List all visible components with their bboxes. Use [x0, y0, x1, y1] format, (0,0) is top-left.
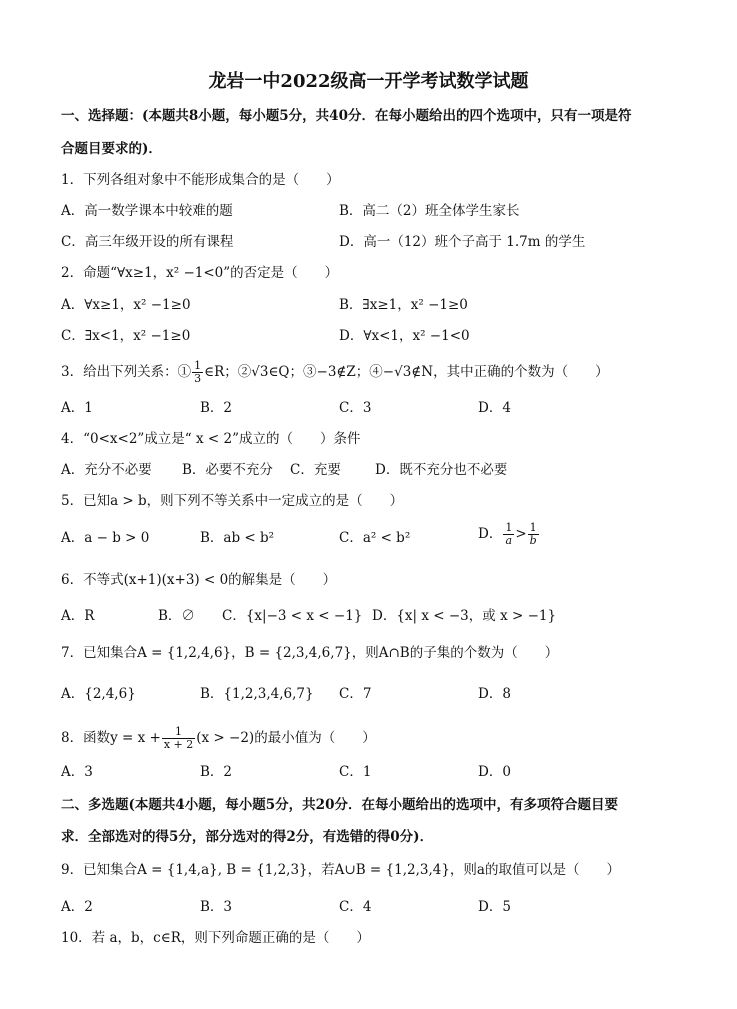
question-9-option-a: A．2	[61, 899, 93, 915]
question-6-option-a: A．R	[61, 608, 95, 624]
question-8-option-c: C．1	[339, 764, 372, 780]
question-1-option-a: A．高一数学课本中较难的题	[61, 203, 233, 219]
question-2-option-d: D．∀x<1，x² −1<0	[339, 328, 470, 344]
question-1-option-c: C．高三年级开设的所有课程	[61, 234, 234, 250]
question-3-fraction	[192, 360, 203, 385]
question-7-option-c: C．7	[339, 686, 372, 702]
question-3-stem-rest: ∈R；②√3∈Q；③−3∉Z；④−√3∉N，其中正确的个数为（ ）	[204, 364, 609, 380]
question-5-option-d-numerator-1: 1	[505, 521, 513, 534]
question-5-option-b: B．ab < b²	[200, 530, 275, 546]
question-2-option-a: A．∀x≥1，x² −1≥0	[61, 297, 191, 313]
question-8-fraction-numerator: 1	[162, 726, 195, 739]
question-5-option-d-prefix: D．	[478, 526, 503, 542]
question-8-fraction	[162, 726, 195, 751]
question-3-option-c: C．3	[339, 400, 372, 416]
question-4-option-d: D．既不充分也不必要	[375, 462, 508, 478]
question-3-stem-prefix: 3．给出下列关系：①	[61, 364, 192, 380]
question-6-option-c: C．{x|−3 < x < −1}	[222, 608, 363, 624]
section1-heading-line2: 合题目要求的)．	[61, 141, 162, 157]
question-5-stem: 5．已知a > b，则下列不等关系中一定成立的是（ ）	[61, 493, 404, 509]
question-8-stem-rest: (x > −2)的最小值为（ ）	[196, 730, 376, 746]
question-8-stem	[61, 726, 376, 751]
question-3-option-b: B．2	[200, 400, 233, 416]
question-7-option-a: A．{2,4,6}	[61, 686, 136, 702]
question-2-option-c: C．∃x<1，x² −1≥0	[61, 328, 191, 344]
question-4-option-b: B．必要不充分	[182, 462, 273, 478]
question-5-option-d-fraction-1	[503, 522, 514, 547]
question-5-option-d-numerator-2: 1	[528, 522, 539, 535]
question-5-option-d	[478, 522, 540, 547]
section1-heading-line1: 一、选择题：(本题共8小题，每小题5分，共40分．在每小题给出的四个选项中，只有一项是符	[61, 108, 632, 124]
question-6-stem: 6．不等式(x+1)(x+3) < 0的解集是（ ）	[61, 572, 337, 588]
question-5-option-d-operator: >	[515, 526, 527, 542]
section2-heading-line2: 求．全部选对的得5分，部分选对的得2分，有选错的得0分)．	[61, 829, 434, 845]
question-9-option-d: D．5	[478, 899, 511, 915]
question-1-stem: 1．下列各组对象中不能形成集合的是（ ）	[61, 172, 340, 188]
question-5-option-a: A．a − b > 0	[61, 530, 150, 546]
question-7-stem: 7．已知集合A = {1,2,4,6}，B = {2,3,4,6,7}，则A∩B的子集的个数为（ ）	[61, 645, 559, 661]
question-8-option-a: A．3	[61, 764, 93, 780]
question-9-stem: 9．已知集合A = {1,4,a}, B = {1,2,3}，若A∪B = {1,2,3,4}，则a的取值可以是（ ）	[61, 862, 620, 878]
question-2-stem: 2．命题“∀x≥1，x² −1<0”的否定是（ ）	[61, 265, 339, 281]
question-3-stem	[61, 360, 609, 385]
section2-heading-line1: 二、多选题(本题共4小题，每小题5分，共20分．在每小题给出的选项中，有多项符合题目要	[61, 797, 618, 813]
question-2-option-b: B．∃x≥1，x² −1≥0	[339, 297, 468, 313]
question-3-fraction-denominator: 3	[194, 372, 202, 385]
question-6-option-b: B．∅	[158, 608, 195, 624]
question-4-option-c: C．充要	[290, 462, 341, 478]
question-9-option-b: B．3	[200, 899, 233, 915]
question-5-option-d-denominator-1: a	[505, 534, 513, 547]
question-5-option-c: C．a² < b²	[339, 530, 411, 546]
question-3-option-d: D．4	[478, 400, 511, 416]
question-7-option-d: D．8	[478, 686, 511, 702]
question-5-option-d-fraction-2	[528, 522, 539, 547]
question-3-option-a: A．1	[61, 400, 93, 416]
question-1-option-d: D．高一（12）班个子高于 1.7m 的学生	[339, 234, 586, 250]
question-4-option-a: A．充分不必要	[61, 462, 152, 478]
question-7-option-b: B．{1,2,3,4,6,7}	[200, 686, 314, 702]
question-1-option-b: B．高二（2）班全体学生家长	[339, 203, 520, 219]
question-5-option-d-denominator-2: b	[529, 534, 537, 547]
question-9-option-c: C．4	[339, 899, 372, 915]
question-8-option-b: B．2	[200, 764, 233, 780]
page-title: 龙岩一中2022级高一开学考试数学试题	[208, 71, 529, 92]
question-10-stem: 10．若 a，b，c∈R，则下列命题正确的是（ ）	[61, 930, 370, 946]
question-8-fraction-denominator: x + 2	[163, 738, 194, 751]
question-8-option-d: D．0	[478, 764, 511, 780]
question-4-stem: 4．“0<x<2”成立是“ x < 2”成立的（ ）条件	[61, 431, 361, 447]
question-8-stem-prefix: 8．函数y = x +	[61, 730, 161, 746]
question-6-option-d: D．{x| x < −3，或 x > −1}	[372, 608, 557, 624]
question-3-fraction-numerator: 1	[194, 359, 202, 372]
